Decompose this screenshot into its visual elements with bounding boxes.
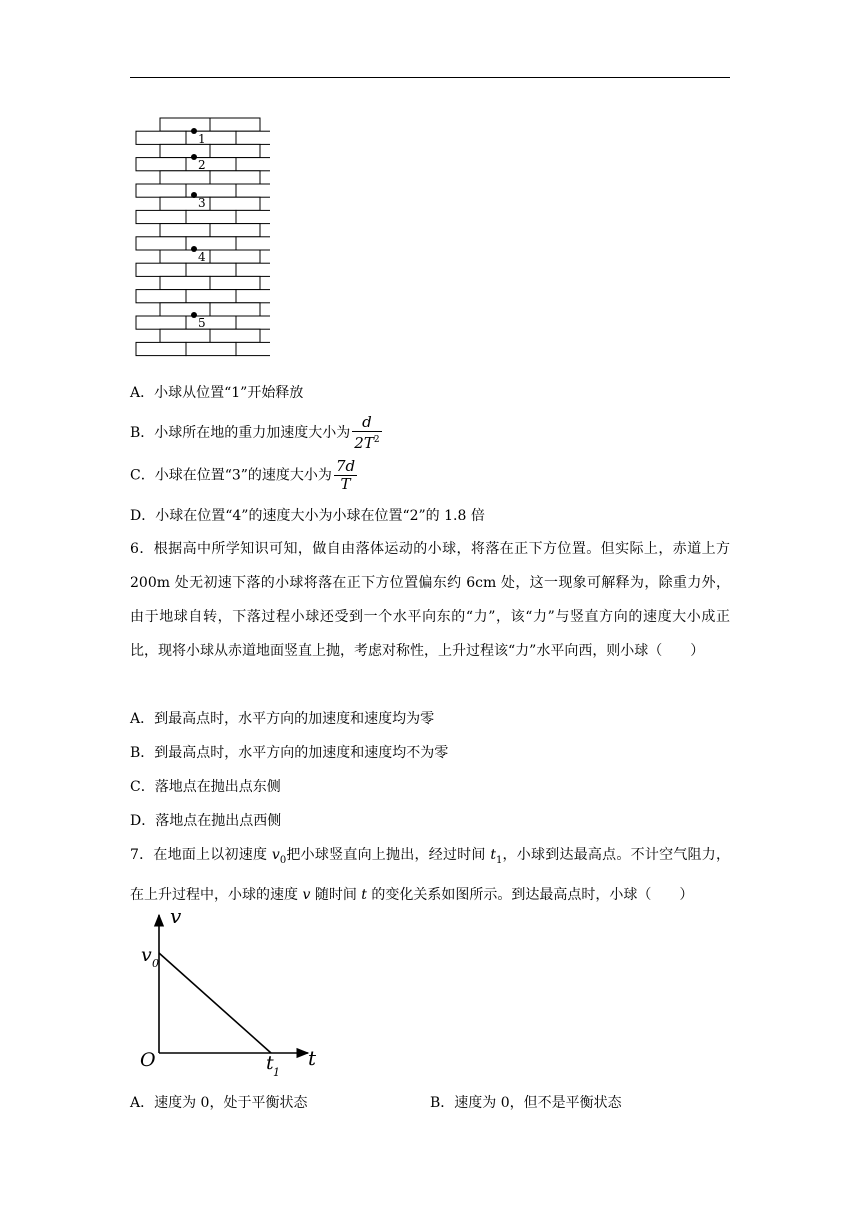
q7-stem-t2: t bbox=[361, 886, 367, 903]
q7-stem-t-sub: 1 bbox=[495, 854, 503, 866]
brick bbox=[136, 184, 186, 197]
q7-stem-part4: 随时间 bbox=[310, 886, 362, 903]
brick bbox=[236, 210, 270, 223]
x-axis-label: t bbox=[308, 1046, 317, 1070]
header-rule bbox=[130, 77, 730, 78]
q7-stem-part2: 把小球竖直向上抛出，经过时间 bbox=[286, 847, 491, 863]
q5-option-b-num: d bbox=[352, 414, 381, 432]
brick bbox=[136, 290, 186, 303]
q5-option-b-fraction bbox=[352, 414, 381, 452]
brick bbox=[236, 316, 270, 329]
brick bbox=[210, 276, 260, 289]
q7-option-a[interactable]: A．速度为 0，处于平衡状态 bbox=[130, 1095, 308, 1111]
v0-label: v bbox=[141, 944, 152, 966]
q6-option-a[interactable]: A．到最高点时，水平方向的加速度和速度均为零 bbox=[130, 711, 435, 727]
ball-position-4 bbox=[191, 246, 197, 252]
brick bbox=[210, 118, 260, 131]
brick bbox=[160, 224, 210, 237]
q5-option-d[interactable]: D．小球在位置“4”的速度大小为小球在位置“2”的 1.8 倍 bbox=[130, 508, 485, 524]
brick bbox=[210, 144, 260, 157]
q5-option-b-den-exp: 2 bbox=[373, 435, 380, 445]
q7-option-b[interactable]: B．速度为 0，但不是平衡状态 bbox=[430, 1095, 622, 1111]
ball-position-3 bbox=[191, 192, 197, 198]
q5-option-b-den bbox=[352, 432, 381, 452]
ball-label-3: 3 bbox=[198, 196, 206, 210]
q5-option-c-num: 7d bbox=[335, 457, 356, 475]
q7-stem-part1: 7．在地面上以初速度 bbox=[130, 847, 272, 863]
brick bbox=[236, 237, 270, 250]
brick bbox=[186, 342, 236, 355]
q7-stem-t: t bbox=[490, 847, 496, 863]
brick bbox=[160, 144, 210, 157]
brick bbox=[136, 210, 186, 223]
ball-label-4: 4 bbox=[198, 250, 206, 264]
q7-stem bbox=[130, 838, 730, 912]
ball-position-1 bbox=[191, 128, 197, 134]
brick bbox=[160, 276, 210, 289]
t1-label: t bbox=[266, 1052, 274, 1074]
ball-label-1: 1 bbox=[198, 132, 206, 146]
brick bbox=[136, 131, 186, 144]
q7-stem-part3: ，小球到达最高点。不计空气阻力，在上升过程中，小球的速度 bbox=[130, 847, 731, 903]
brick-wall-figure bbox=[130, 115, 270, 360]
q5-option-c-den: T bbox=[340, 475, 351, 493]
q6-stem: 6．根据高中所学知识可知，做自由落体运动的小球，将落在正下方位置。但实际上，赤道上方 200m 处无初速下落的小球将落在正下方位置偏东约 6cm 处，这一现象可解释为，除重力外，由于地球自转，下落过程小球还受到一个水平向东的“力”，该“力”与竖直方向的速度大小成正比，现将小球从赤道地面竖直上抛，考虑对称性，上升过程该“力”水平向西，则小球（ ） bbox=[130, 541, 730, 659]
brick bbox=[210, 224, 260, 237]
brick bbox=[186, 263, 236, 276]
brick bbox=[136, 342, 186, 355]
brick bbox=[236, 342, 270, 355]
q6-option-c[interactable]: C．落地点在抛出点东侧 bbox=[130, 779, 281, 795]
brick bbox=[160, 171, 210, 184]
ball-label-2: 2 bbox=[198, 158, 206, 172]
q7-stem-v-sub: 0 bbox=[279, 854, 287, 866]
brick bbox=[236, 290, 270, 303]
velocity-time-graph bbox=[130, 905, 330, 1085]
q5-option-c-fraction bbox=[334, 458, 357, 493]
brick bbox=[136, 316, 186, 329]
q6-option-d[interactable]: D．落地点在抛出点西侧 bbox=[130, 813, 282, 829]
q7-stem-v: v bbox=[271, 847, 280, 863]
brick bbox=[186, 210, 236, 223]
brick bbox=[136, 263, 186, 276]
brick bbox=[160, 329, 210, 342]
q5-option-b-text: B．小球所在地的重力加速度大小为 bbox=[130, 425, 351, 441]
velocity-line bbox=[159, 953, 271, 1053]
q5-option-c-text: C．小球在位置“3”的速度大小为 bbox=[130, 467, 332, 484]
q7-stem-part5: 的变化关系如图所示。到达最高点时，小球（ ） bbox=[366, 886, 694, 903]
brick bbox=[210, 250, 260, 263]
brick bbox=[236, 131, 270, 144]
brick bbox=[210, 329, 260, 342]
q5-option-b-den-base: 2T bbox=[354, 434, 374, 452]
ball-label-5: 5 bbox=[198, 316, 206, 330]
q6-option-b[interactable]: B．到最高点时，水平方向的加速度和速度均不为零 bbox=[130, 745, 449, 761]
brick bbox=[186, 316, 236, 329]
brick bbox=[160, 118, 210, 131]
q5-option-c[interactable] bbox=[130, 458, 357, 493]
q7-stem-v2: v bbox=[302, 886, 311, 903]
brick bbox=[210, 171, 260, 184]
brick bbox=[136, 158, 186, 171]
v0-sub-label: 0 bbox=[152, 957, 159, 970]
brick bbox=[236, 158, 270, 171]
brick bbox=[236, 184, 270, 197]
brick bbox=[160, 303, 210, 316]
ball-position-2 bbox=[191, 154, 197, 160]
brick bbox=[186, 290, 236, 303]
ball-position-5 bbox=[191, 312, 197, 318]
q5-option-b[interactable] bbox=[130, 414, 382, 452]
brick bbox=[210, 303, 260, 316]
q5-option-a[interactable]: A．小球从位置“1”开始释放 bbox=[130, 385, 304, 401]
y-axis-label: v bbox=[170, 905, 182, 928]
origin-label: O bbox=[140, 1049, 156, 1071]
brick bbox=[236, 263, 270, 276]
t1-sub-label: 1 bbox=[273, 1066, 280, 1079]
brick bbox=[210, 197, 260, 210]
brick bbox=[136, 237, 186, 250]
